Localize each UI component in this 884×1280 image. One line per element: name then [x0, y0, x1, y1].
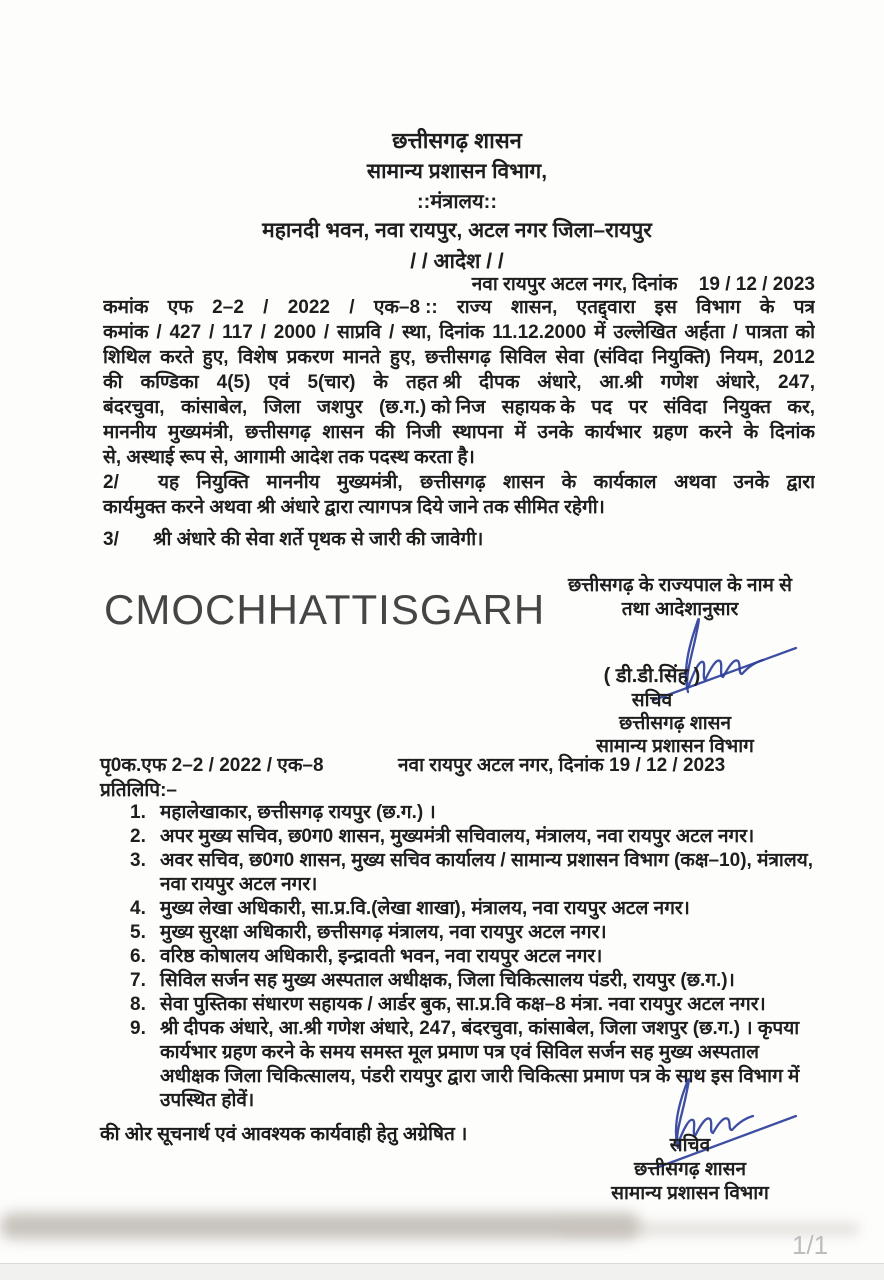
footer-sign-dept: सामान्य प्रशासन विभाग [611, 1183, 769, 1204]
list-item [130, 849, 822, 897]
order-paragraph-2 [103, 470, 815, 520]
signatory-dept: सामान्य प्रशासन विभाग [596, 736, 754, 757]
endorsement-place-date: नवा रायपुर अटल नगर, दिनांक 19 / 12 / 2023 [398, 755, 726, 776]
item-text: सेवा पुस्तिका संधारण सहायक / आर्डर बुक, सा.प्र.वि कक्ष–8 मंत्रा. नवा रायपुर अटल नगर। [160, 994, 766, 1015]
list-item [130, 945, 822, 969]
item-number: 1. [130, 802, 146, 823]
item-text: श्री दीपक अंधारे, आ.श्री गणेश अंधारे, 247, बंदरचुवा, कांसाबेल, जिला जशपुर (छ.ग.) । कृपया कार्यभार ग्रहण करने के समय समस्त मूल प्रमाण पत्र एवं सिविल सर्जन सह मुख्य अस्पताल अधीक्षक जिला चिकित्सालय, पंडरी रायपुर द्वारा जारी चिकित्सा प्रमाण पत्र के साथ इस विभाग में उपस्थित होवें। [160, 1018, 800, 1111]
order-paragraph-3 [103, 527, 815, 552]
forward-line: की ओर सूचनार्थ एवं आवश्यक कार्यवाही हेतु अग्रेषित । [100, 1124, 468, 1145]
order-paragraph-1 [103, 295, 815, 470]
letterhead-mantralaya: ::मंत्रालय:: [417, 191, 497, 213]
list-item [130, 801, 822, 825]
para3-line: 3/ श्री अंधारे की सेवा शर्ते पृथक से जारी की जावेगी। [103, 529, 484, 550]
footer-sign-org: छत्तीसगढ़ शासन [633, 1159, 747, 1180]
para1-line6: माननीय मुख्यमंत्री, छत्तीसगढ़ शासन की निजी स्थापना में उनके कार्यभार ग्रहण करने के दिनांक [103, 422, 815, 443]
place-date-line [365, 272, 815, 297]
place-label: नवा रायपुर अटल नगर, दिनांक [471, 274, 678, 295]
watermark-text: CMOCHHATTISGARH [104, 586, 546, 633]
page-indicator: 1/1 [792, 1230, 829, 1260]
item-text: मुख्य सुरक्षा अधिकारी, छत्तीसगढ़ मंत्रालय, नवा रायपुर अटल नगर। [160, 922, 607, 943]
item-number: 8. [130, 994, 146, 1015]
footer-sign-title: सचिव [669, 1135, 711, 1156]
para1-line5: बंदरचुवा, कांसाबेल, जिला जशपुर (छ.ग.) को निज सहायक के पद पर संविदा नियुक्त कर, [103, 397, 815, 418]
item-text: सिविल सर्जन सह मुख्य अस्पताल अधीक्षक, जिला चिकित्सालय पंडरी, रायपुर (छ.ग.)। [160, 970, 735, 991]
attestation-line1: छत्तीसगढ़ के राज्यपाल के नाम से [567, 575, 793, 596]
para1-line7: से, अस्थाई रूप से, आगामी आदेश तक पदस्थ करता है। [103, 447, 475, 468]
item-text: महालेखाकार, छत्तीसगढ़ रायपुर (छ.ग.) । [160, 802, 436, 823]
para1-line2: कमांक / 427 / 117 / 2000 / साप्रवि / स्था, दिनांक 11.12.2000 में उल्लेखित अर्हता / पात्रता को [103, 322, 815, 343]
item-text: अपर मुख्य सचिव, छ0ग0 शासन, मुख्यमंत्री सचिवालय, मंत्रालय, नवा रायपुर अटल नगर। [160, 826, 755, 847]
para2-number: 2/ [103, 472, 119, 493]
item-number: 5. [130, 922, 146, 943]
list-item [130, 825, 822, 849]
bottom-bar [0, 1263, 884, 1280]
para1-line4: की कण्डिका 4(5) एवं 5(चार) के तहत श्री दीपक अंधारे, आ.श्री गणेश अंधारे, 247, [103, 372, 815, 393]
list-item [130, 993, 822, 1017]
para1-line1: कमांक एफ 2–2 / 2022 / एक–8 :: राज्य शासन, एतद्द्वारा इस विभाग के पत्र [103, 297, 815, 318]
attestation-line2: तथा आदेशानुसार [621, 599, 739, 620]
letterhead-address: महानदी भवन, नवा रायपुर, अटल नगर जिला–रायपुर [262, 219, 652, 242]
list-item [130, 897, 822, 921]
para2-line1: 2/ यह नियुक्ति माननीय मुख्यमंत्री, छत्तीसगढ़ शासन के कार्यकाल अथवा उनके द्वारा [103, 472, 815, 493]
copies-heading: प्रतिलिपि:– [100, 780, 177, 801]
list-item [130, 921, 822, 945]
attestation-block [540, 574, 820, 622]
item-number: 7. [130, 970, 146, 991]
item-text: मुख्य लेखा अधिकारी, सा.प्र.वि.(लेखा शाखा), मंत्रालय, नवा रायपुर अटल नगर। [160, 898, 690, 919]
para1-line3: शिथिल करते हुए, विशेष प्रकरण मानते हुए, छत्तीसगढ़ सिविल सेवा (संविदा नियुक्ति) नियम, 2012 [103, 347, 815, 368]
order-date: 19 / 12 / 2023 [698, 274, 815, 295]
order-title: / / आदेश / / [410, 250, 504, 273]
item-text: वरिष्ठ कोषालय अधिकारी, इन्द्रावती भवन, नवा रायपुर अटल नगर। [160, 946, 603, 967]
list-item [130, 969, 822, 993]
endorsement-number: पृ0क.एफ 2–2 / 2022 / एक–8 [100, 755, 324, 776]
signatory-title: सचिव [631, 690, 673, 711]
signatory-org: छत्तीसगढ़ शासन [618, 713, 732, 734]
para3-number: 3/ [103, 529, 119, 550]
item-number: 6. [130, 946, 146, 967]
scan-shadow [0, 1213, 640, 1239]
item-number: 9. [130, 1018, 146, 1039]
para2-line2: कार्यमुक्त करने अथवा श्री अंधारे द्वारा त्यागपत्र दिये जाने तक सीमित रहेगी। [103, 497, 605, 518]
signatory-name: ( डी.डी.सिंह ) [603, 665, 701, 687]
letterhead-department: सामान्य प्रशासन विभाग, [366, 160, 548, 183]
letterhead-government: छत्तीसगढ़ शासन [392, 128, 522, 153]
item-number: 2. [130, 826, 146, 847]
footer-sign-block [575, 1134, 805, 1206]
item-text: अवर सचिव, छ0ग0 शासन, मुख्य सचिव कार्यालय / सामान्य प्रशासन विभाग (कक्ष–10), मंत्रालय, नवा रायपुर अटल नगर। [160, 850, 814, 895]
item-number: 3. [130, 850, 146, 871]
item-number: 4. [130, 898, 146, 919]
